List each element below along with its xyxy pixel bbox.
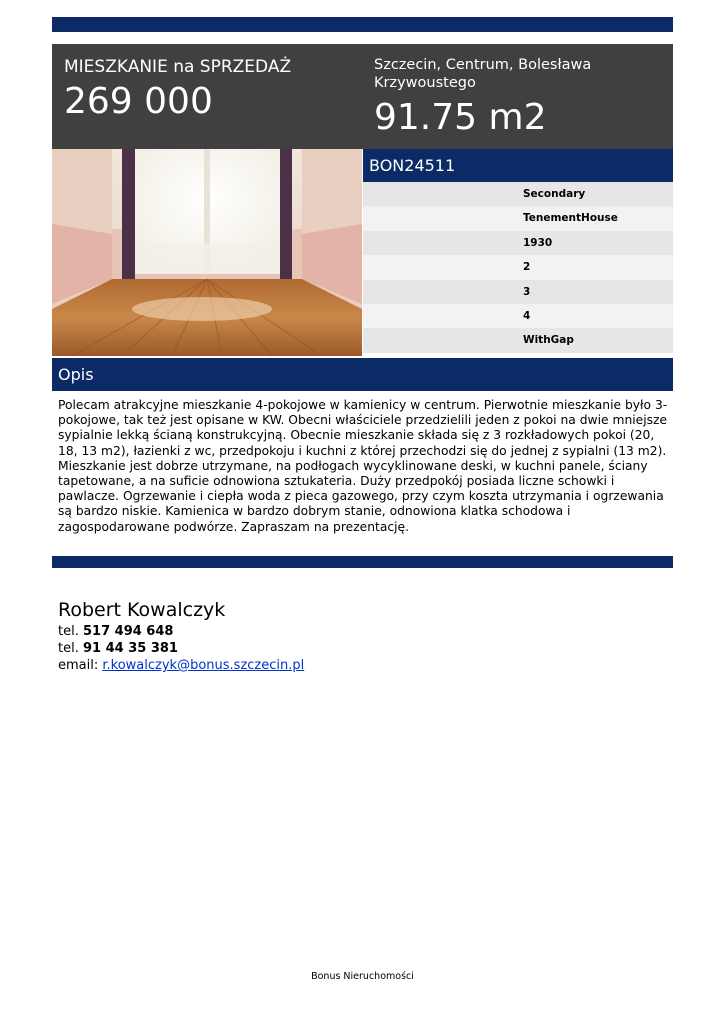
detail-building-type: TenementHouse bbox=[363, 206, 673, 230]
listing-header bbox=[52, 44, 673, 149]
email-label: email: bbox=[58, 658, 99, 673]
detail-market: Secondary bbox=[363, 182, 673, 206]
email-link[interactable]: r.kowalczyk@bonus.szczecin.pl bbox=[102, 658, 305, 673]
detail-kitchen: WithGap bbox=[363, 328, 673, 352]
phone-line-1 bbox=[58, 623, 304, 640]
listing-price: 269 000 bbox=[64, 81, 213, 122]
detail-year-built: 1930 bbox=[363, 231, 673, 255]
top-decorative-bar bbox=[52, 17, 673, 32]
description-text: Polecam atrakcyjne mieszkanie 4-pokojowe w kamienicy w centrum. Pierwotnie mieszkanie było 3-pokojowe, tak też jest opisane w KW. Obecni właściciele przedzielili jeden z pokoi na dwie mniejsze sypialnie lekką ścianą konstrukcyjną. Obecnie mieszkanie składa się z 3 rozkładowych pokoi (20, 18, 13 m2), łazienki z wc, przedpokoju i kuchni z której przechodzi się do jednej z sypialni (13 m2). Mieszkanie jest dobrze utrzymane, na podłogach wycyklinowane deski, w kuchni panele, ściany tapetowane, a na suficie odnowiona sztukateria. Duży przedpokój posiada liczne schowki i pawlacze. Ogrzewanie i ciepła woda z pieca gazowego, przy czym koszta utrzymania i ogrzewania są bardzo niskie. Kamienica w bardzo dobrym stanie, odnowiona klatka schodowa i zagospodarowane podwórze. Zapraszam na prezentację. bbox=[58, 398, 668, 534]
footer-company: Bonus Nieruchomości bbox=[311, 971, 414, 982]
phone-number-landline[interactable]: 91 44 35 381 bbox=[82, 641, 178, 656]
email-line bbox=[58, 657, 304, 674]
listing-area: 91.75 m2 bbox=[374, 97, 547, 138]
phone-number-mobile[interactable]: 517 494 648 bbox=[82, 624, 174, 639]
listing-type: MIESZKANIE na SPRZEDAŻ bbox=[64, 57, 292, 77]
detail-floor: 2 bbox=[363, 255, 673, 279]
bottom-decorative-bar bbox=[52, 556, 673, 568]
agent-name: Robert Kowalczyk bbox=[58, 599, 226, 621]
header-right bbox=[374, 56, 664, 140]
reference-number: BON24511 bbox=[363, 149, 673, 182]
listing-location: Szczecin, Centrum, Bolesława Krzywoustego bbox=[374, 57, 592, 91]
description-heading-bar bbox=[52, 358, 673, 391]
phone-line-2 bbox=[58, 640, 304, 657]
property-details bbox=[363, 149, 673, 353]
description-heading: Opis bbox=[58, 365, 94, 384]
detail-floors-total: 3 bbox=[363, 280, 673, 304]
room-photo bbox=[52, 149, 362, 356]
agent-contact bbox=[58, 598, 304, 674]
tel-label: tel. bbox=[58, 641, 79, 656]
header-left bbox=[64, 56, 364, 124]
detail-rooms: 4 bbox=[363, 304, 673, 328]
tel-label: tel. bbox=[58, 624, 79, 639]
